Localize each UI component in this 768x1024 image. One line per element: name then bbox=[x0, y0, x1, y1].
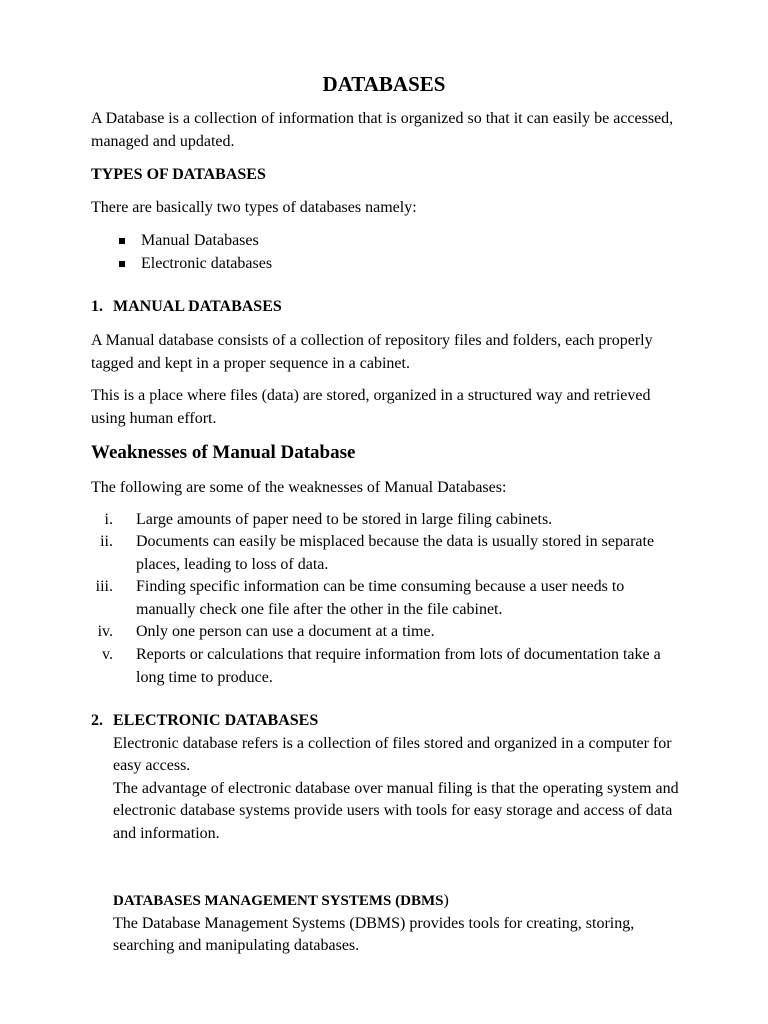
list-item bbox=[115, 230, 675, 252]
intro-paragraph: A Database is a collection of information that is organized so that it can easily be accessed, managed and updated. bbox=[91, 110, 674, 150]
square-bullet-icon bbox=[119, 261, 125, 267]
list-item-text: Finding specific information can be time consuming because a user needs to manually check one file after the other in the file cabinet. bbox=[136, 578, 625, 618]
electronic-heading: ELECTRONIC DATABASES bbox=[113, 712, 319, 729]
list-item-number: ii. bbox=[100, 533, 113, 550]
list-item-text: Only one person can use a document at a time. bbox=[136, 623, 435, 640]
dbms-paragraph: The Database Management Systems (DBMS) provides tools for creating, storing, searching and manipulating databases. bbox=[113, 914, 635, 954]
types-lead: There are basically two types of databases namely: bbox=[91, 199, 417, 216]
weaknesses-heading: Weaknesses of Manual Database bbox=[91, 442, 356, 463]
manual-paragraph-2: This is a place where files (data) are stored, organized in a structured way and retrieved using human effort. bbox=[91, 387, 651, 427]
types-heading: TYPES OF DATABASES bbox=[91, 166, 266, 183]
list-item-text: Manual Databases bbox=[141, 232, 259, 249]
dbms-heading-close: ) bbox=[443, 892, 449, 909]
page-title: DATABASES bbox=[322, 72, 446, 96]
list-item-number: iii. bbox=[95, 578, 113, 595]
list-item-number: v. bbox=[102, 646, 113, 663]
dbms-heading: DATABASES MANAGEMENT SYSTEMS (DBMS bbox=[113, 893, 444, 909]
section-number: 1. bbox=[91, 298, 103, 315]
electronic-paragraph-1: Electronic database refers is a collection of files stored and organized in a computer for easy access. bbox=[113, 734, 672, 774]
electronic-body bbox=[113, 710, 681, 845]
square-bullet-icon bbox=[119, 238, 125, 244]
manual-heading: MANUAL DATABASES bbox=[113, 298, 282, 315]
list-item bbox=[115, 253, 675, 275]
section-number: 2. bbox=[91, 712, 103, 729]
list-item-text: Electronic databases bbox=[141, 255, 273, 272]
manual-paragraph-1: A Manual database consists of a collection of repository files and folders, each properly tagged and kept in a proper sequence in a cabinet. bbox=[91, 332, 653, 372]
dbms-heading-row bbox=[113, 890, 681, 913]
list-item-text: Reports or calculations that require information from lots of documentation take a long time to produce. bbox=[136, 646, 661, 686]
electronic-paragraph-2: The advantage of electronic database over manual filing is that the operating system and electronic database systems provide users with tools for easy storage and access of data and information. bbox=[113, 779, 679, 842]
weaknesses-lead: The following are some of the weaknesses of Manual Databases: bbox=[91, 479, 507, 496]
dbms-section bbox=[113, 890, 681, 958]
list-item-text: Documents can easily be misplaced because the data is usually stored in separate places, leading to loss of data. bbox=[136, 533, 655, 573]
list-item-text: Large amounts of paper need to be stored in large filing cabinets. bbox=[136, 511, 553, 528]
list-item-number: i. bbox=[104, 511, 113, 528]
list-item-number: iv. bbox=[97, 623, 113, 640]
